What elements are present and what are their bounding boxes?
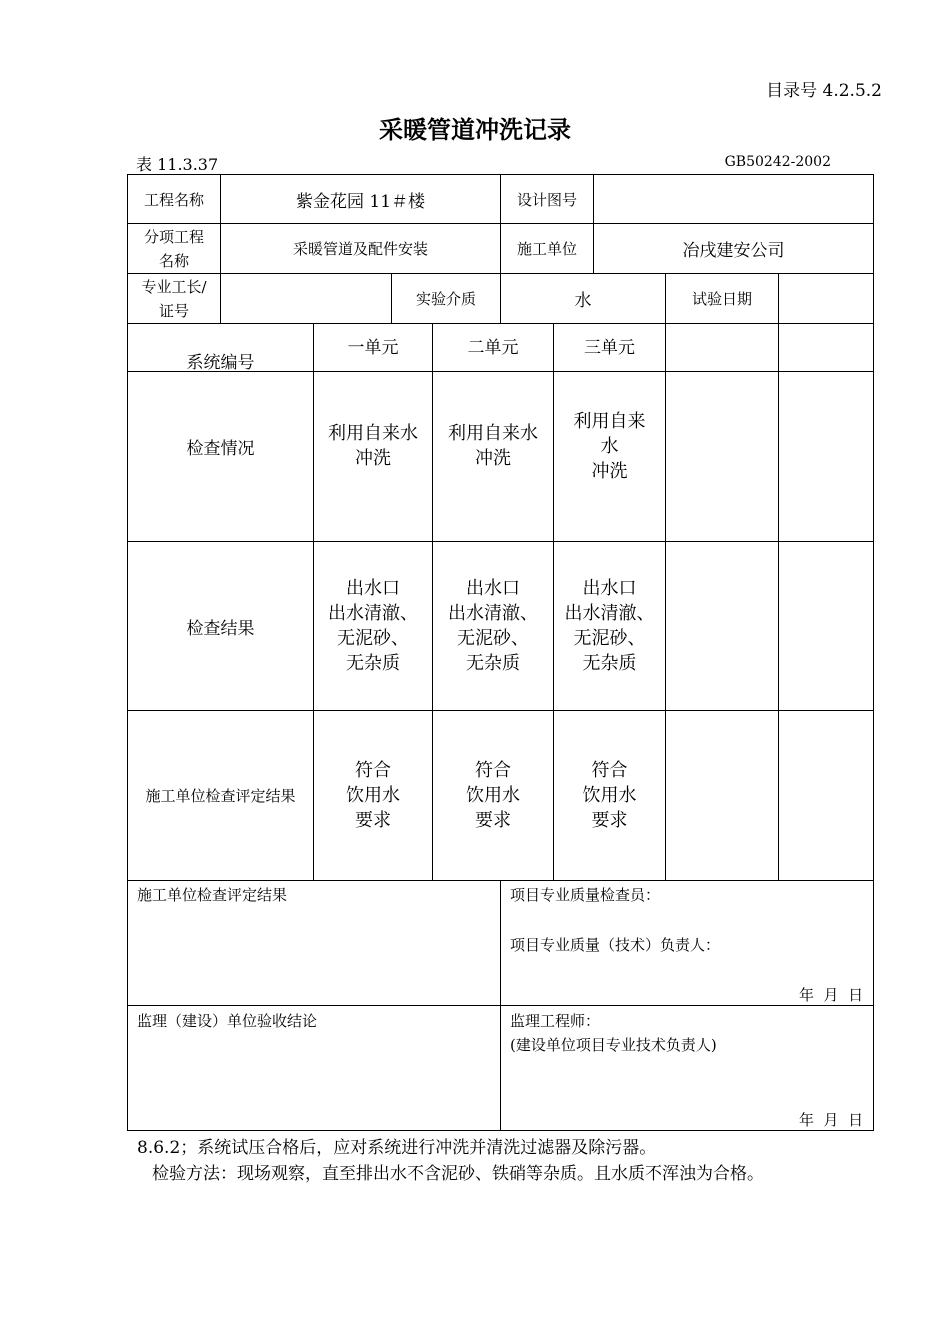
foreman-value [220,273,392,324]
note-line-2: 检验方法：现场观察，直至排出水不含泥砂、铁硝等杂质。且水质不浑浊为合格。 [152,1164,764,1184]
construction-unit-value: 冶戌建安公司 [682,241,785,261]
note-line-1: 8.6.2；系统试压合格后，应对系统进行冲洗并清洗过滤器及除污器。 [137,1138,657,1158]
test-date-value [778,273,874,324]
inspection-unit-3-line-3: 冲洗 [591,460,628,482]
table-number: 表 11.3.37 [136,155,219,174]
evaluation-unit-1 [313,710,433,881]
medium-label: 实验介质 [415,290,476,308]
supervising-engineer-label: 监理工程师： [510,1012,601,1030]
page-title: 采暖管道冲洗记录 [379,115,571,144]
inspection-unit-1-line-1: 利用自来水 [328,423,418,444]
inspection-unit-2-line-1: 利用自来水 [448,423,538,444]
result-unit-2-line-2: 出水清澈、 [448,603,538,624]
evaluation-unit-1-line-2: 饮用水 [346,785,400,806]
sign2-date: 年 月 日 [799,1111,864,1129]
inspection-unit-2-line-2: 冲洗 [475,448,511,469]
evaluation-unit-3 [553,710,666,881]
result-unit-2-line-1: 出水口 [466,578,520,599]
unit-3-header: 三单元 [584,338,635,358]
sign2-left-label: 监理（建设）单位验收结论 [137,1012,318,1030]
supervising-engineer-note: (建设单位项目专业技术负责人) [510,1036,717,1054]
foreman-label-line-2: 证号 [158,301,189,320]
evaluation-unit-2 [432,710,554,881]
result-unit-2-line-4: 无杂质 [466,653,520,674]
quality-inspector-label: 项目专业质量检查员： [510,886,661,904]
result-unit-3-line-3: 无泥砂、 [573,628,646,649]
inspection-unit-2 [432,371,554,521]
sub-project-value: 采暖管道及配件安装 [292,240,428,258]
system-number-label: 系统编号 [186,352,255,373]
design-drawing-label: 设计图号 [516,190,577,209]
project-name-value: 紫金花园 11＃楼 [295,191,426,212]
evaluation-label: 施工单位检查评定结果 [145,787,296,805]
inspection-unit-1 [313,371,433,521]
sub-project-label-line-2: 名称 [158,251,189,270]
sub-project-label [127,223,221,274]
standard-code: GB50242-2002 [724,154,831,170]
evaluation-unit-1-line-3: 要求 [355,810,391,831]
inspection-unit-1-line-2: 冲洗 [355,448,391,469]
result-unit-3-line-1: 出水口 [582,578,637,599]
result-unit-1-line-3: 无泥砂、 [337,628,409,649]
inspection-unit-3-line-1: 利用自来 [573,410,646,432]
result-unit-1-line-4: 无杂质 [346,653,400,674]
foreman-label [127,273,221,324]
unit-1-header: 一单元 [347,338,399,358]
result-unit-3-line-2: 出水清澈、 [564,603,655,624]
sub-project-label-line-1: 分项工程 [143,227,204,246]
result-unit-1-line-2: 出水清澈、 [328,603,418,624]
unit-2-header: 二单元 [467,338,519,358]
quality-responsible-label: 项目专业质量（技术）负责人： [510,936,721,954]
test-date-label: 试验日期 [691,290,752,308]
sign1-left-label: 施工单位检查评定结果 [137,886,288,904]
design-drawing-value [593,174,874,224]
evaluation-unit-2-line-1: 符合 [475,760,511,781]
evaluation-unit-2-line-3: 要求 [475,810,511,831]
inspection-label: 检查情况 [186,438,255,459]
result-unit-2-line-3: 无泥砂、 [457,628,529,649]
result-unit-3 [553,541,666,711]
evaluation-unit-2-line-2: 饮用水 [466,785,520,806]
evaluation-unit-3-line-1: 符合 [591,760,628,781]
catalog-number: 目录号 4.2.5.2 [766,81,882,101]
inspection-unit-3-line-2: 水 [600,435,619,457]
foreman-label-line-1: 专业工长/ [141,277,207,296]
evaluation-unit-1-line-1: 符合 [355,760,391,781]
result-unit-1-line-1: 出水口 [346,578,400,599]
project-name-label: 工程名称 [143,190,204,209]
evaluation-unit-3-line-3: 要求 [591,810,628,831]
sign1-date: 年 月 日 [799,986,864,1004]
result-label: 检查结果 [186,618,255,639]
medium-value: 水 [574,291,592,311]
result-unit-3-line-4: 无杂质 [582,653,637,674]
result-unit-2 [432,541,554,711]
construction-unit-label: 施工单位 [516,240,577,258]
result-unit-1 [313,541,433,711]
evaluation-unit-3-line-2: 饮用水 [582,785,637,806]
inspection-unit-3 [553,371,666,521]
